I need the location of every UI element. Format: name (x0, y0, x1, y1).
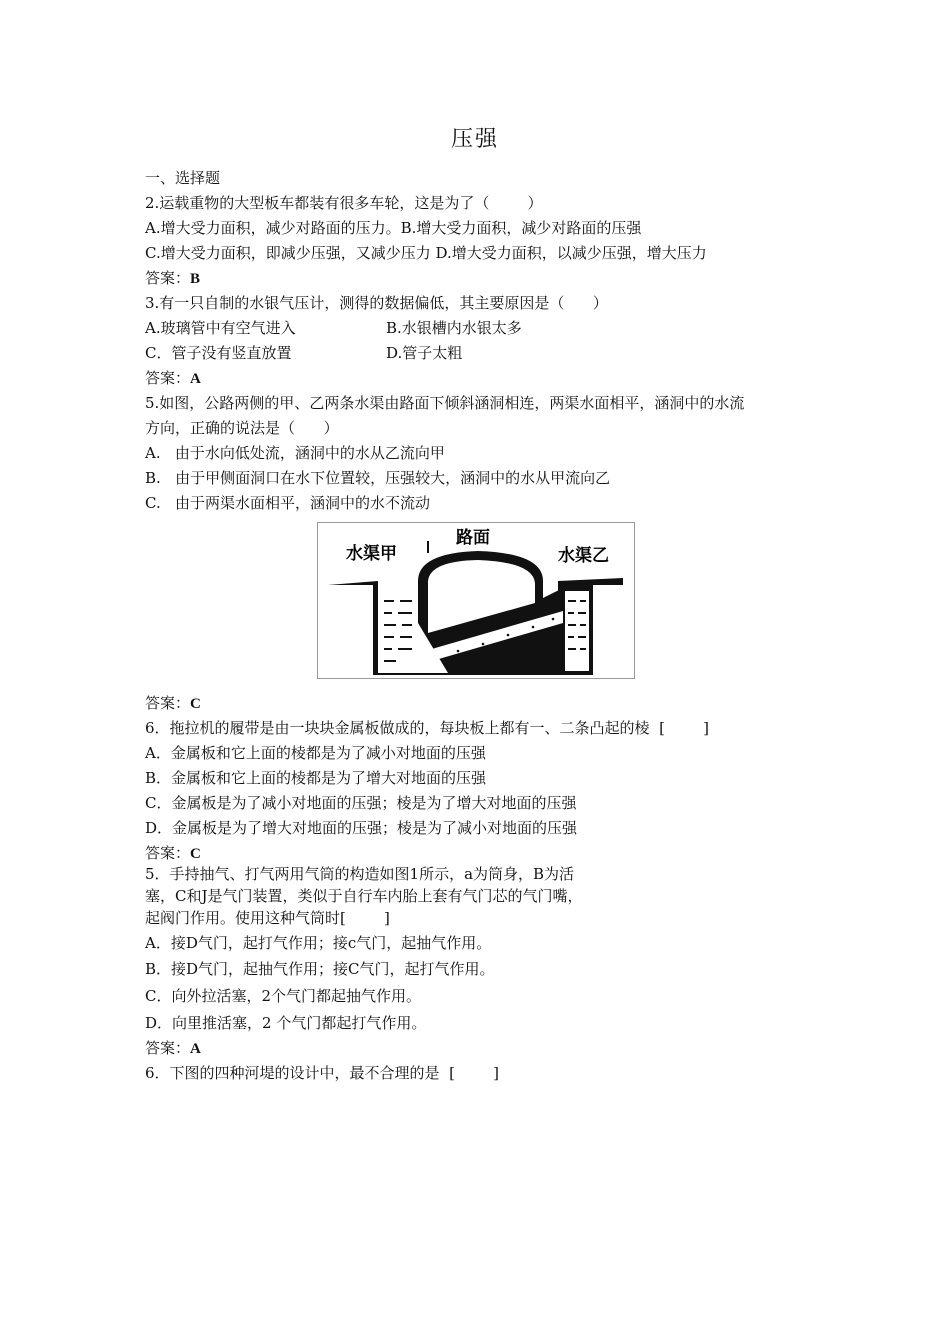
answer-label: 答案： (145, 369, 191, 387)
q6a-answer (145, 843, 201, 864)
q5a-stem-line2: 方向，正确的说法是（ ） (145, 419, 339, 437)
q5b-stem-line2: 塞，C和J是气门装置，类似于自行车内胎上套有气门芯的气门嘴， (145, 887, 583, 905)
q5a-option-c: C. 由于两渠水面相平，涵洞中的水不流动 (145, 494, 431, 512)
answer-label: 答案： (145, 844, 191, 862)
q3-option-c: C．管子没有竖直放置 (145, 344, 292, 362)
q5b-option-b: B．接D气门，起抽气作用；接C气门，起打气作用。 (145, 960, 495, 978)
canal-left-water (380, 591, 416, 671)
q6a-stem: 6．拖拉机的履带是由一块块金属板做成的，每块板上都有一、二条凸起的棱 [ ] (145, 719, 709, 737)
q5a-stem-line1: 5.如图，公路两侧的甲、乙两条水渠由路面下倾斜涵洞相连，两渠水面相平，涵洞中的水流 (145, 394, 745, 412)
q5a-option-a: A. 由于水向低处流，涵洞中的水从乙流向甲 (145, 444, 445, 462)
label-canal-yi: 水渠乙 (558, 546, 609, 566)
q3-stem: 3.有一只自制的水银气压计，测得的数据偏低，其主要原因是（ ） (145, 294, 608, 312)
answer-value: A (190, 371, 201, 387)
q3-option-d: D.管子太粗 (386, 344, 463, 362)
answer-label: 答案： (145, 1039, 191, 1057)
answer-value: A (190, 1041, 201, 1057)
culvert-figure (317, 522, 635, 679)
answer-value: C (190, 846, 201, 862)
label-road: 路面 (456, 528, 490, 548)
q3-option-a: A.玻璃管中有空气进入 (145, 319, 296, 337)
answer-value: B (190, 271, 201, 287)
q6a-option-d: D．金属板是为了增大对地面的压强；棱是为了减小对地面的压强 (145, 819, 578, 837)
q5b-option-d: D．向里推活塞，2 个气门都起打气作用。 (145, 1014, 427, 1032)
q5b-stem-line1: 5．手持抽气、打气两用气筒的构造如图1所示，a为筒身，B为活 (145, 865, 575, 883)
q5b-option-c: C．向外拉活塞，2个气门都起抽气作用。 (145, 987, 422, 1005)
culvert-diagram (318, 523, 634, 678)
q5a-option-b: B. 由于甲侧面洞口在水下位置较，压强较大，涵洞中的水从甲流向乙 (145, 469, 611, 487)
answer-label: 答案： (145, 269, 191, 287)
q3-option-b: B.水银槽内水银太多 (386, 319, 522, 337)
label-canal-jia: 水渠甲 (346, 544, 397, 564)
q5a-answer (145, 693, 201, 714)
q6a-option-a: A．金属板和它上面的棱都是为了减小对地面的压强 (145, 744, 486, 762)
q2-options-cd: C.增大受力面积，即减少压强，又减少压力 D.增大受力面积，以减少压强，增大压力 (145, 244, 707, 262)
q2-options-ab: A.增大受力面积，减少对路面的压力。B.增大受力面积，减少对路面的压强 (145, 219, 642, 237)
q3-answer (145, 368, 201, 389)
q2-answer (145, 268, 200, 289)
q5b-option-a: A．接D气门，起打气作用；接c气门，起抽气作用。 (145, 934, 492, 952)
q6a-option-c: C．金属板是为了减小对地面的压强；棱是为了增大对地面的压强 (145, 794, 577, 812)
canal-right-water (565, 591, 589, 671)
q5b-stem-line3: 起阀门作用。使用这种气筒时[ ] (145, 909, 390, 927)
q2-stem: 2.运载重物的大型板车都装有很多车轮，这是为了（ ） (145, 194, 543, 212)
q6a-option-b: B．金属板和它上面的棱都是为了增大对地面的压强 (145, 769, 487, 787)
q6b-stem: 6．下图的四种河堤的设计中，最不合理的是 [ ] (145, 1064, 499, 1082)
section-heading: 一、选择题 (145, 169, 221, 187)
answer-value: C (190, 696, 201, 712)
page-title: 压强 (450, 127, 499, 152)
q5b-answer (145, 1038, 201, 1059)
answer-label: 答案： (145, 694, 191, 712)
